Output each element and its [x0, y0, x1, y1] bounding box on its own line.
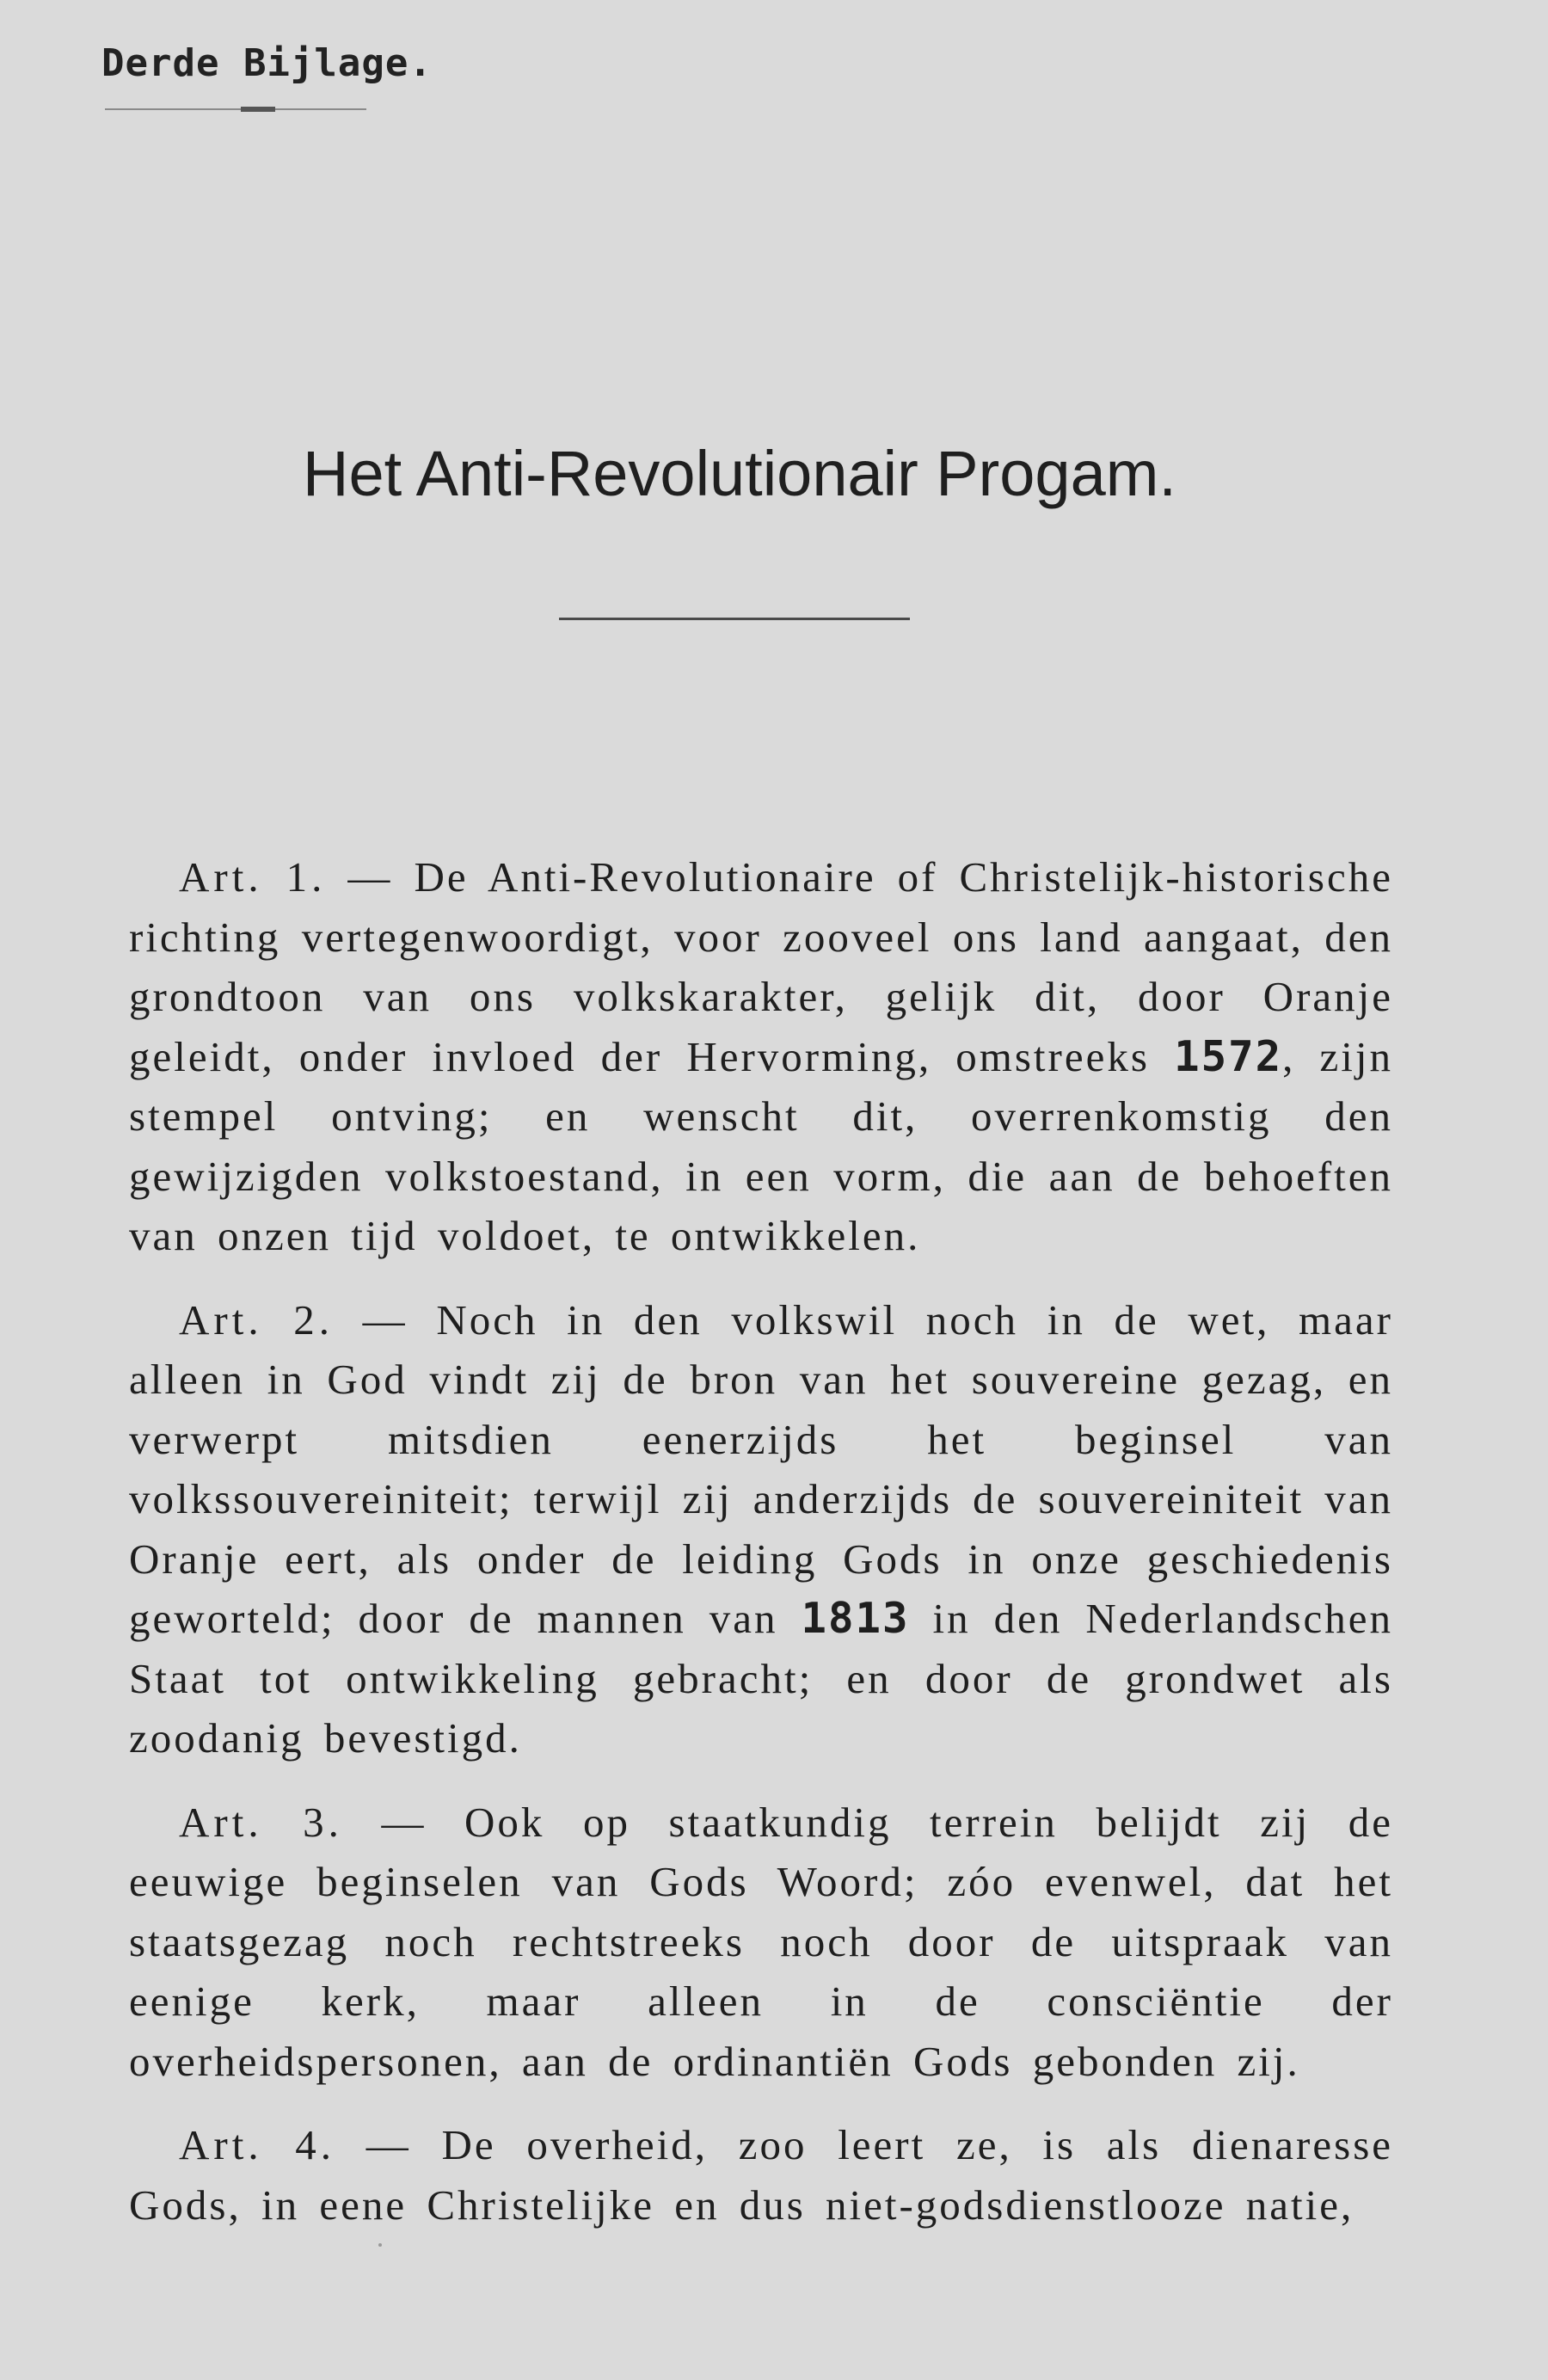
- article-1-text-end: , zijn stempel ontving; en wenscht dit, overrenkomstig den gewijzigden volkstoestand, in een vorm, die aan de behoeften van onzen tijd voldoet, te ontwikkelen.: [129, 1032, 1394, 1259]
- article-1-label: Art. 1.: [179, 853, 327, 901]
- article-1-text: De Anti-Revolutionaire of Christelijk-historische richting vertegenwoordigt, voor zooveel ons land aangaat, den grondtoon van ons volkskarakter, gelijk dit, door Oranje geleidt, onder invloed der Hervorming, omstreeks: [129, 853, 1393, 1080]
- print-speck: [378, 2243, 382, 2247]
- article-3: [129, 1793, 1393, 2092]
- page-title: Het Anti-Revolutionair Progam.: [303, 438, 1176, 509]
- article-4: [129, 2115, 1393, 2235]
- article-2-dash: —: [362, 1295, 408, 1344]
- article-3-text: Ook op staatkundig terrein belijdt zij de eeuwige beginselen van Gods Woord; zóo evenwel, dat het staatsgezag noch rechtstreeks noch door de uitspraak van eenige kerk, maar alleen in de consciëntie der overheidspersonen, aan de ordinantiën Gods gebonden zij.: [129, 1798, 1394, 2085]
- article-2-text-end: in den Nederlandschen Staat tot ontwikkeling gebracht; en door de grondwet als zoodanig bevestigd.: [129, 1595, 1394, 1762]
- article-4-dash: —: [366, 2121, 411, 2168]
- article-2-year: 1813: [801, 1594, 910, 1643]
- article-1: [129, 847, 1393, 1266]
- article-2: [129, 1290, 1393, 1768]
- article-2-text: Noch in den volkswil noch in de wet, maar alleen in God vindt zij de bron van het souvereine gezag, en verwerpt mitsdien eenerzijds het beginsel van volkssouvereiniteit; terwijl zij anderzijds de souvereiniteit van Oranje eert, als onder de leiding Gods in onze geschiedenis geworteld; door de mannen van: [129, 1295, 1393, 1642]
- article-3-dash: —: [381, 1798, 427, 1846]
- article-4-text: De overheid, zoo leert ze, is als dienaresse Gods, in eene Christelijke en dus niet-godsdienstlooze natie,: [129, 2121, 1394, 2229]
- article-1-dash: —: [347, 853, 393, 901]
- article-4-label: Art. 4.: [179, 2121, 336, 2168]
- article-1-year: 1572: [1174, 1031, 1283, 1081]
- article-3-label: Art. 3.: [179, 1798, 343, 1846]
- body-text: [129, 847, 1393, 2259]
- running-head-rule: [105, 108, 366, 110]
- running-head: Derde Bijlage.: [101, 41, 433, 85]
- article-2-label: Art. 2.: [179, 1295, 334, 1344]
- running-head-rule-mark: [241, 107, 275, 112]
- title-rule: [559, 618, 910, 620]
